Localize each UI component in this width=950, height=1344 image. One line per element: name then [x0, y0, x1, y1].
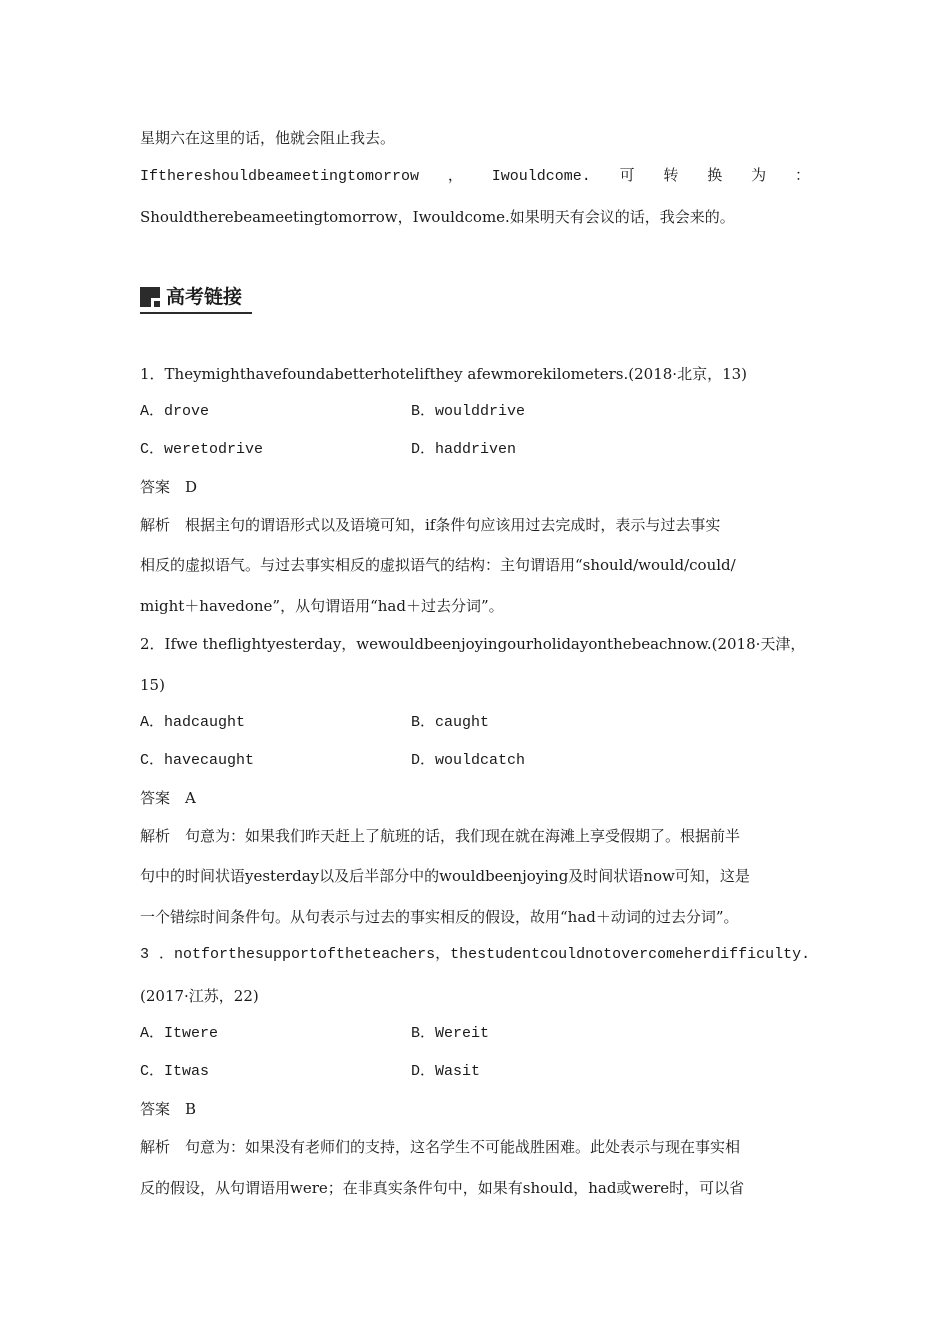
question-1-option-b: B．woulddrive: [411, 403, 526, 420]
question-1-analysis-line: 解析 根据主句的谓语形式以及语境可知，if条件句应该用过去完成时，表示与过去事实: [140, 516, 721, 534]
question-1-analysis-line: might＋havedone”，从句谓语用“had＋过去分词”。: [140, 597, 504, 615]
question-3-stem-part: ，: [435, 946, 451, 963]
question-2-analysis-line: 句中的时间状语yesterday以及后半部分中的wouldbeenjoying及时间状语now可知，这是: [140, 867, 750, 885]
intro-line-3: Shouldtherebeameetingtomorrow，Iwouldcome.如果明天有会议的话，我会来的。: [140, 208, 735, 226]
question-3-stem: [140, 945, 810, 965]
section-heading: [140, 286, 242, 308]
question-3-analysis-line: 解析 句意为：如果没有老师们的支持，这名学生不可能战胜困难。此处表示与现在事实相: [140, 1138, 741, 1156]
question-2-option-b: B．caught: [411, 714, 490, 731]
intro-line-2-part: 可: [619, 168, 635, 185]
intro-line-2-part: 为: [751, 168, 767, 185]
question-1-option-a: A．drove: [140, 403, 210, 420]
question-1-option-c: C．weretodrive: [140, 441, 264, 458]
question-1-stem: 1．Theymighthavefoundabetterhotelifthey afewmorekilometers.(2018·北京，13): [140, 365, 748, 383]
question-3-option-c: C．Itwas: [140, 1063, 210, 1080]
question-3-stem-part: notforthesupportoftheteachers: [174, 946, 436, 963]
intro-line-2-part: Ifthereshouldbeameetingtomorrow: [140, 168, 420, 185]
question-1-answer: 答案 D: [140, 478, 198, 496]
question-3-stem-part: thestudentcouldnotovercomeherdifficulty.: [450, 946, 811, 963]
question-1-option-d: D．haddriven: [411, 441, 517, 458]
question-2-stem-continued: 15): [140, 676, 165, 694]
intro-line-2: [140, 167, 810, 187]
question-3-answer: 答案 B: [140, 1100, 197, 1118]
question-3-option-d: D．Wasit: [411, 1063, 481, 1080]
section-title: 高考链接: [166, 286, 243, 308]
question-3-stem-part: 3: [140, 946, 150, 963]
question-3-option-b: B．Wereit: [411, 1025, 490, 1042]
intro-line-2-part: ，: [447, 168, 463, 185]
question-3-stem-part: ．: [159, 946, 175, 963]
question-2-option-d: D．wouldcatch: [411, 752, 526, 769]
intro-line-2-part: 转: [663, 168, 679, 185]
question-2-analysis-line: 解析 句意为：如果我们昨天赶上了航班的话，我们现在就在海滩上享受假期了。根据前半: [140, 827, 741, 845]
question-3-analysis-line: 反的假设，从句谓语用were；在非真实条件句中，如果有should，had或were时，可以省: [140, 1179, 745, 1197]
question-2-analysis-line: 一个错综时间条件句。从句表示与过去的事实相反的假设，故用“had＋动词的过去分词”。: [140, 908, 739, 926]
question-2-stem: 2．Ifwe theflightyesterday，wewouldbeenjoyingourholidayonthebeachnow.(2018·天津，: [140, 635, 806, 653]
section-heading-icon: [140, 287, 160, 307]
question-2-answer: 答案 A: [140, 789, 196, 807]
intro-line-2-part: ：: [794, 168, 810, 185]
intro-line-2-part: 换: [707, 168, 723, 185]
question-3-stem-continued: (2017·江苏，22): [140, 987, 259, 1005]
section-heading-underline: [140, 312, 252, 314]
intro-line-1: 星期六在这里的话，他就会阻止我去。: [140, 129, 396, 147]
question-2-option-a: A．hadcaught: [140, 714, 246, 731]
intro-line-2-part: Iwouldcome.: [491, 168, 591, 185]
question-3-option-a: A．Itwere: [140, 1025, 219, 1042]
question-2-option-c: C．havecaught: [140, 752, 255, 769]
question-1-analysis-line: 相反的虚拟语气。与过去事实相反的虚拟语气的结构：主句谓语用“should/would/could/: [140, 556, 736, 574]
